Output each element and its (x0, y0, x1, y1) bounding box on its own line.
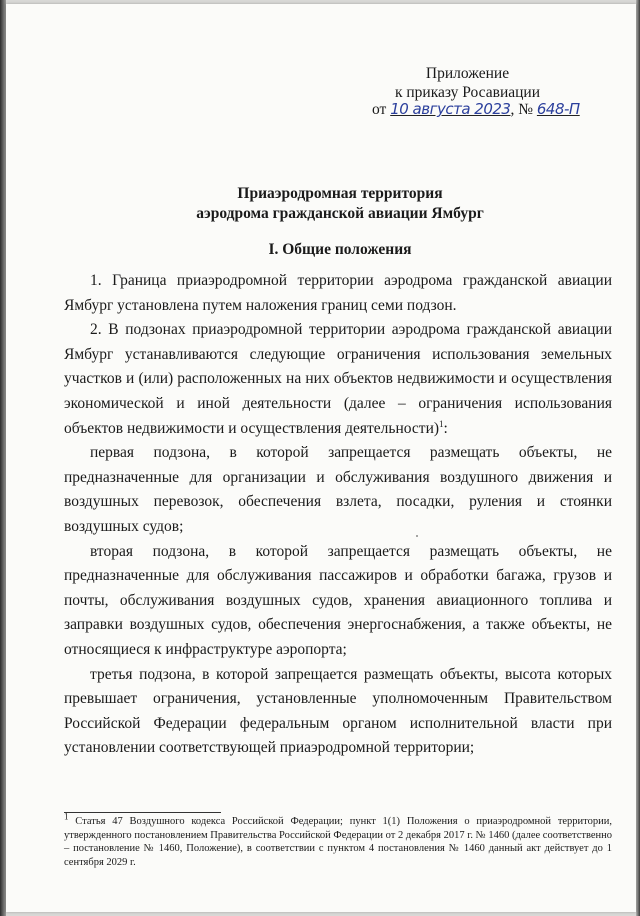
paragraph-subzone-1: первая подзона, в которой запрещается размещать объекты, не предназначенные для организации и обслуживания воздушного движения и воздушных перевозок, обеспечения взлета, посадки, руления и стоянки воздушных судов; (64, 444, 612, 535)
number-sign: № (518, 101, 534, 118)
handwritten-date: 10 августа 2023 (390, 100, 511, 118)
handwritten-order-number: 648-П (536, 100, 580, 118)
footnote-divider (64, 812, 221, 813)
appendix-label: Приложение (425, 65, 510, 82)
paragraph-1: 1. Граница приаэродромной территории аэродрома гражданской авиации Ямбург установлена путем наложения границ семи подзон. (64, 272, 612, 314)
appendix-header (360, 64, 575, 102)
title-line-1: Приаэродромная территория (237, 185, 443, 202)
scan-edge-right (636, 0, 640, 916)
title-line-2: аэродрома гражданской авиации Ямбург (196, 205, 484, 222)
document-title (60, 184, 620, 224)
document-body (64, 269, 612, 761)
section-heading: I. Общие положения (268, 241, 412, 258)
appendix-order-ref: к приказу Росавиации (394, 84, 541, 101)
footnote-text: Статья 47 Воздушного кодекса Российской Федерации; пункт 1(1) Положения о приаэродромной территории, утвержденного постановлением Правительства Российской Федерации от 2 декабря 2017 г. № 1460 (далее соответственно – постановление № 1460, Положение), в соответствии с пунктом 4 постановления № 1460 данный акт действует до 1 сентября 2029 г. (64, 816, 612, 868)
order-date-number: от 10 августа 2023, № 648-П (372, 100, 580, 118)
paragraph-subzone-3: третья подзона, в которой запрещается размещать объекты, высота которых превышает ограничения, установленные уполномоченным Правительством Российской Федерации федеральным органом исполнительной власти при установлении соответствующей приаэродромной территории; (64, 665, 612, 757)
footnote-ref: 1 (439, 418, 444, 429)
from-label: от (372, 101, 387, 118)
paragraph-2: 2. В подзонах приаэродромной территории аэродрома гражданской авиации Ямбург устанавливаются следующие ограничения использования земельных участков и (или) расположенных на них объектов недвижимости и осуществления экономической и иной деятельности (далее – ограничения использования объектов недвижимости и осуществления деятельности)$^1$: (64, 321, 612, 437)
footnote (64, 811, 612, 869)
footnote-marker: 1 (64, 811, 69, 822)
paragraph-subzone-2: вторая подзона, в которой запрещается размещать объекты, не предназначенные для обслуживания пассажиров и обработки багажа, грузов и почты, обслуживания воздушных судов, хранения авиационного топлива и заправки воздушных судов, обеспечения энергоснабжения, а также объекты, не относящиеся к инфраструктуре аэропорта; (64, 542, 612, 658)
scan-speck (416, 535, 418, 537)
